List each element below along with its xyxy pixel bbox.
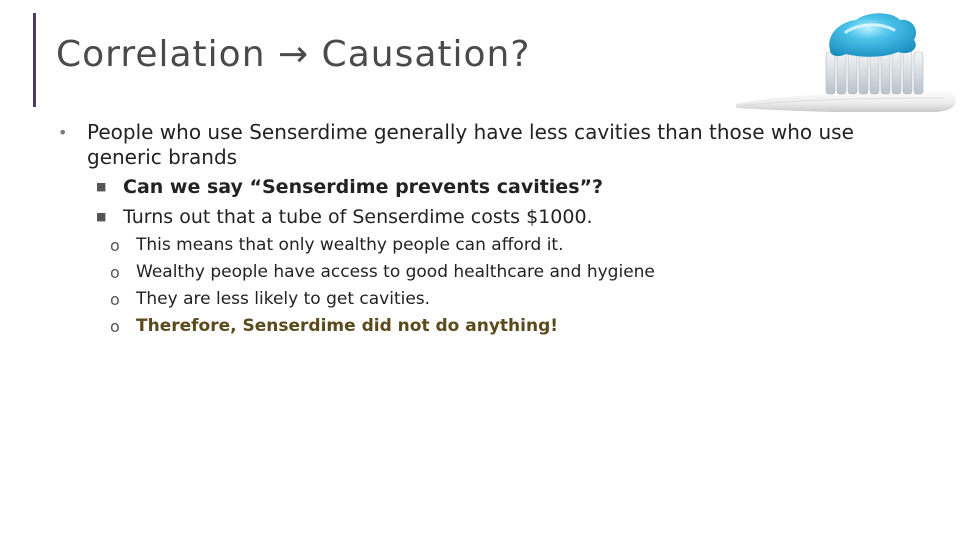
bullet-square-icon: ■: [96, 180, 107, 193]
bullet-text: Therefore, Senserdime did not do anything!: [136, 316, 558, 336]
bullet-level2: [54, 172, 904, 202]
bullet-level3: [54, 286, 904, 313]
bullet-circle-icon: o: [110, 317, 120, 336]
slide-content: [54, 120, 904, 340]
bullet-dot-icon: •: [58, 123, 68, 142]
toothbrush-icon: [734, 0, 960, 124]
bullet-circle-icon: o: [110, 236, 120, 255]
bullet-level1: [54, 120, 904, 170]
bullet-level2: [54, 202, 904, 232]
bullet-text: People who use Senserdime generally have less cavities than those who use generic brands: [87, 120, 854, 169]
bullet-circle-icon: o: [110, 290, 120, 309]
slide-title: Correlation → Causation?: [56, 34, 531, 75]
bullet-level3: [54, 259, 904, 286]
bullet-text: They are less likely to get cavities.: [136, 289, 431, 309]
bullet-square-icon: ■: [96, 210, 107, 223]
bullet-level3: [54, 232, 904, 259]
title-accent-bar: [33, 13, 36, 107]
bullet-text: Can we say “Senserdime prevents cavities”?: [123, 176, 604, 198]
bullet-level3-conclusion: [54, 313, 904, 340]
bullet-text: Turns out that a tube of Senserdime costs $1000.: [123, 206, 593, 228]
bullet-circle-icon: o: [110, 263, 120, 282]
bullet-text: This means that only wealthy people can afford it.: [136, 235, 564, 255]
bullet-text: Wealthy people have access to good healthcare and hygiene: [136, 262, 655, 282]
